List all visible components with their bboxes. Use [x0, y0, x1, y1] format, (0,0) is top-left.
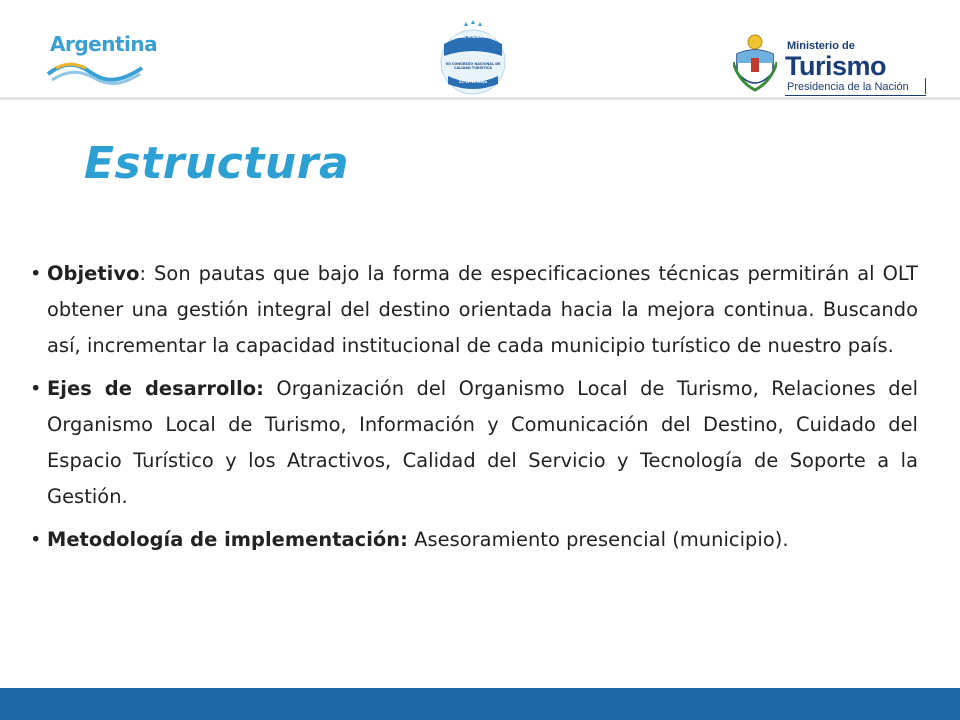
- argentina-logo: [20, 20, 160, 90]
- bullet-dot: •: [30, 377, 42, 400]
- header-banner: [0, 0, 960, 104]
- coat-of-arms-icon: [733, 32, 777, 94]
- argentina-wordmark: Argentina: [50, 32, 158, 56]
- ministry-line-2: Turismo: [785, 51, 887, 81]
- ministry-line-3: Presidencia de la Nación: [787, 81, 909, 93]
- congress-badge-top: Posadas, Misiones 2015: [446, 34, 500, 39]
- bullet-dot: •: [30, 528, 42, 551]
- bullet-item-metodologia: [30, 522, 918, 558]
- footer-bar: [0, 688, 960, 720]
- bullet-dot: •: [30, 262, 42, 285]
- bullet-item-objetivo: [30, 256, 918, 364]
- bullet-text: Asesoramiento presencial (municipio).: [407, 528, 789, 551]
- bullet-lead: Ejes de desarrollo:: [47, 377, 264, 400]
- bullet-lead: Metodología de implementación:: [47, 528, 408, 551]
- ministry-divider: [925, 78, 926, 94]
- congress-badge: [438, 18, 508, 96]
- ministry-line-1: Ministerio de: [787, 40, 855, 52]
- bullet-text: Organización del Organismo Local de Turismo, Relaciones del Organismo Local de Turismo, Información y Comunicación del Destino, Cuidado del Espacio Turístico y los Atractivos, Calidad del Servicio y Tecnología de Soporte a la Gestión.: [47, 377, 919, 508]
- congress-badge-title: VII CONGRESO NACIONAL DE CALIDAD TURÍSTICA: [445, 62, 501, 70]
- ministry-underline: [785, 95, 926, 96]
- bullet-list: [30, 256, 918, 565]
- bullet-separator: :: [139, 262, 147, 285]
- bullet-lead: Objetivo: [47, 262, 140, 285]
- congress-badge-icon: [438, 18, 508, 96]
- argentina-waves-icon: [46, 60, 146, 86]
- bullet-item-ejes: [30, 371, 918, 515]
- ministry-logo: [705, 20, 945, 100]
- congress-badge-dates: 11-12-13 Mayo: [458, 80, 488, 84]
- header-divider: [0, 97, 960, 100]
- slide-title: Estructura: [84, 138, 350, 189]
- bullet-text: Son pautas que bajo la forma de especificaciones técnicas permitirán al OLT obtener una gestión integral del destino orientada hacia la mejora continua. Buscando así, incrementar la capacidad institucional de cada municipio turístico de nuestro país.: [47, 262, 918, 357]
